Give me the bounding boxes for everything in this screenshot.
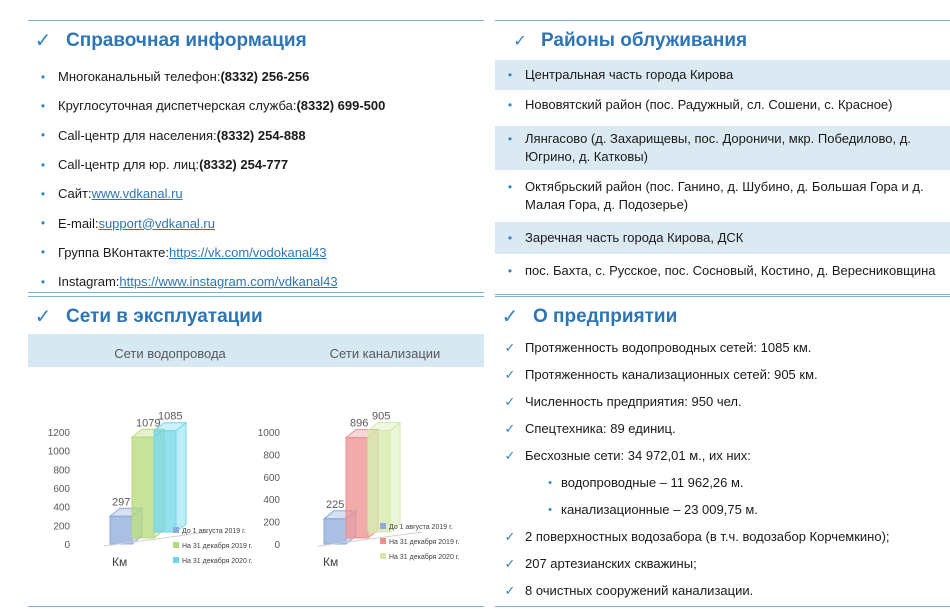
legend-label: На 31 декабря 2020 г. — [389, 554, 460, 561]
bullet-icon: • — [40, 186, 46, 201]
info-item-callcenter-legal: • Call-центр для юр. лиц: (8332) 254-777 — [28, 150, 484, 179]
info-title: Справочная информация — [66, 29, 307, 51]
bar — [346, 438, 368, 538]
bullet-icon: • — [507, 264, 513, 278]
bullet-icon: • — [548, 503, 552, 516]
checkmark-icon: ✓ — [504, 420, 516, 436]
about-item: ✓ Протяженность канализационных сетей: 905 км. — [495, 361, 950, 388]
y-tick-label: 400 — [263, 495, 280, 507]
x-category-label: Км — [112, 555, 128, 569]
checkmark-icon: ✓ — [504, 528, 516, 544]
bar — [368, 431, 390, 532]
info-item-vk: • Группа ВКонтакте: https://vk.com/vodokanal43 — [28, 238, 484, 267]
phone-multichannel: (8332) 256-256 — [220, 69, 310, 85]
about-panel — [495, 296, 950, 609]
networks-title: Сети в эксплуатации — [66, 305, 263, 327]
y-tick-label: 400 — [53, 502, 70, 514]
chart-title: Сети канализации — [329, 346, 441, 361]
y-tick-label: 800 — [53, 465, 70, 477]
district-item: • Центральная часть города Кирова — [495, 60, 950, 90]
y-tick-label: 600 — [53, 484, 70, 495]
district-item: • Заречная часть города Кирова, ДСК — [495, 222, 950, 254]
district-item: • пос. Бахта, с. Русское, пос. Сосновый, Костино, д. Вересниковщина — [495, 260, 950, 302]
info-item-site: • Сайт: www.vdkanal.ru — [28, 179, 484, 208]
bullet-icon: • — [40, 274, 46, 289]
legend-label: На 31 декабря 2019 г. — [389, 539, 460, 546]
legend-swatch — [173, 527, 179, 533]
y-tick-label: 800 — [263, 450, 280, 462]
districts-panel — [495, 20, 950, 296]
legend-label: На 31 декабря 2019 г. — [182, 543, 253, 550]
about-subitem: • канализационные – 23 009,75 м. — [495, 496, 950, 523]
data-label: 896 — [350, 417, 369, 430]
phone-dispatch: (8332) 699-500 — [296, 98, 386, 114]
checkmark-icon: ✓ — [513, 32, 527, 50]
email-link[interactable]: support@vdkanal.ru — [98, 215, 215, 231]
bar — [110, 516, 132, 544]
about-item: ✓ Протяженность водопроводных сетей: 1085 км. — [495, 334, 950, 361]
district-item: • Лянгасово (д. Захарищевы, пос. Дороничи, мкр. Победилово, д. Югрино, д. Катковы) — [495, 126, 950, 170]
bullet-icon: • — [507, 98, 513, 112]
district-item: • Нововятский район (пос. Радужный, сл. Сошени, с. Красное) — [495, 90, 950, 120]
districts-header — [495, 20, 950, 60]
networks-header — [28, 296, 484, 336]
checkmark-icon: ✓ — [34, 30, 52, 52]
site-link[interactable]: www.vdkanal.ru — [91, 186, 183, 202]
bullet-icon: • — [40, 216, 46, 231]
district-item: • Октябрьский район (пос. Ганино, д. Шубино, д. Большая Гора и д. Малая Гора, д. Подозерье) — [495, 174, 950, 218]
bar-side — [390, 423, 400, 532]
legend-label: До 1 августа 2019 г. — [182, 528, 246, 535]
y-tick-label: 200 — [53, 521, 70, 533]
y-tick-label: 1200 — [47, 428, 70, 439]
about-title: О предприятии — [533, 305, 678, 327]
checkmark-icon: ✓ — [34, 306, 52, 328]
data-label: 905 — [372, 410, 391, 423]
y-tick-label: 1000 — [257, 428, 280, 439]
checkmark-icon: ✓ — [504, 582, 516, 598]
phone-callcenter-people: (8332) 254-888 — [216, 127, 306, 143]
about-header — [495, 296, 950, 336]
about-item: ✓ Численность предприятия: 950 чел. — [495, 388, 950, 415]
bullet-icon: • — [40, 128, 46, 143]
data-label: 225 — [326, 498, 345, 511]
about-subitem: • водопроводные – 11 962,26 м. — [495, 469, 950, 496]
data-label: 1079 — [136, 417, 161, 430]
divider — [495, 294, 950, 295]
networks-panel — [28, 296, 484, 609]
y-tick-label: 600 — [263, 472, 280, 484]
about-item: ✓ Спецтехника: 89 единиц. — [495, 415, 950, 442]
legend-swatch — [380, 538, 386, 544]
bullet-icon: • — [507, 231, 513, 245]
legend-label: До 1 августа 2019 г. — [389, 524, 453, 531]
chart-title: Сети водопровода — [114, 346, 226, 361]
divider — [28, 606, 484, 607]
bar — [132, 437, 154, 538]
bullet-icon: • — [507, 68, 513, 82]
divider — [495, 606, 950, 607]
y-tick-label: 1000 — [47, 446, 70, 458]
about-item: ✓ 2 поверхностных водозабора (в т.ч. водозабор Корчемкино); — [495, 523, 950, 550]
bullet-icon: • — [548, 476, 552, 489]
about-item: ✓ 8 очистных сооружений канализации. — [495, 577, 950, 604]
checkmark-icon: ✓ — [501, 306, 519, 328]
legend-swatch — [173, 542, 179, 548]
info-item-instagram: • Instagram: https://www.instagram.com/vdkanal43 — [28, 267, 484, 296]
about-list — [495, 334, 950, 604]
about-item: ✓ Бесхозные сети: 34 972,01 м., их них: — [495, 442, 950, 469]
info-item-phone: • Многоканальный телефон: (8332) 256-256 — [28, 62, 484, 91]
bar-side — [176, 423, 186, 532]
info-item-email: • E-mail: support@vdkanal.ru — [28, 208, 484, 237]
instagram-link[interactable]: https://www.instagram.com/vdkanal43 — [119, 274, 338, 290]
info-panel — [28, 20, 484, 290]
bullet-icon: • — [40, 245, 46, 260]
data-label: 1085 — [158, 410, 183, 423]
legend-swatch — [380, 553, 386, 559]
x-category-label: Км — [323, 555, 339, 569]
legend-swatch — [173, 557, 179, 563]
legend-swatch — [380, 523, 386, 529]
checkmark-icon: ✓ — [504, 339, 516, 355]
bullet-icon: • — [40, 157, 46, 172]
y-tick-label: 0 — [64, 540, 70, 551]
info-header — [28, 20, 484, 60]
data-label: 297 — [112, 496, 131, 509]
bar — [154, 431, 176, 532]
info-item-dispatch: • Круглосуточная диспетчерская служба: (8332) 699-500 — [28, 91, 484, 120]
phone-callcenter-legal: (8332) 254-777 — [199, 157, 289, 173]
districts-title: Районы облуживания — [541, 29, 748, 51]
y-tick-label: 0 — [274, 540, 280, 551]
bullet-icon: • — [507, 180, 513, 194]
districts-list — [495, 60, 950, 302]
info-list — [28, 62, 484, 296]
charts-area — [28, 336, 484, 606]
legend-label: На 31 декабря 2020 г. — [182, 558, 253, 565]
checkmark-icon: ✓ — [504, 366, 516, 382]
info-item-callcenter-people: • Call-центр для населения: (8332) 254-888 — [28, 121, 484, 150]
divider — [28, 292, 484, 293]
bullet-icon: • — [40, 98, 46, 113]
y-tick-label: 200 — [263, 517, 280, 529]
bar — [324, 519, 346, 544]
bullet-icon: • — [40, 69, 46, 84]
bullet-icon: • — [507, 132, 513, 146]
about-item: ✓ 207 артезианских скважины; — [495, 550, 950, 577]
checkmark-icon: ✓ — [504, 555, 516, 571]
checkmark-icon: ✓ — [504, 393, 516, 409]
vk-link[interactable]: https://vk.com/vodokanal43 — [169, 244, 327, 260]
checkmark-icon: ✓ — [504, 447, 516, 463]
